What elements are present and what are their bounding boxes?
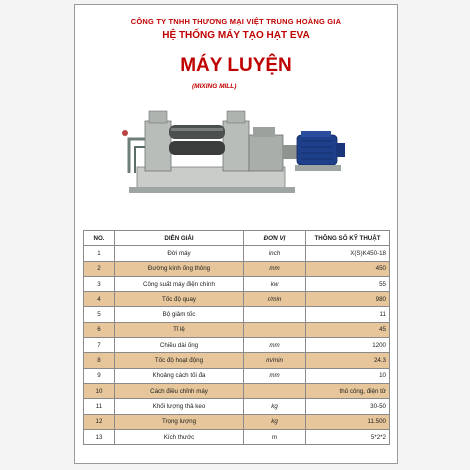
row-no: 2 bbox=[84, 261, 115, 276]
row-unit: mm bbox=[244, 338, 306, 353]
table-row bbox=[84, 399, 390, 414]
row-unit: m/min bbox=[244, 353, 306, 368]
row-no: 3 bbox=[84, 276, 115, 291]
row-value: 11.500 bbox=[306, 414, 390, 429]
system-title: HỆ THỐNG MÁY TẠO HẠT EVA bbox=[162, 30, 310, 41]
row-unit: kw bbox=[244, 276, 306, 291]
table-row bbox=[84, 429, 390, 444]
row-value: 30-50 bbox=[306, 399, 390, 414]
row-description: Kích thước bbox=[115, 429, 244, 444]
table-header-row bbox=[84, 231, 390, 246]
row-unit: kg bbox=[244, 399, 306, 414]
row-unit bbox=[244, 383, 306, 398]
table-row bbox=[84, 246, 390, 261]
table-row bbox=[84, 261, 390, 276]
row-description: Tỉ lệ bbox=[115, 322, 244, 337]
row-value: 450 bbox=[306, 261, 390, 276]
company-name: CÔNG TY TNHH THƯƠNG MẠI VIỆT TRUNG HOÀNG GIA bbox=[130, 17, 342, 26]
row-no: 9 bbox=[84, 368, 115, 383]
table-row bbox=[84, 292, 390, 307]
row-description: Trọng lượng bbox=[115, 414, 244, 429]
row-value: X(S)K450-18 bbox=[306, 246, 390, 261]
row-no: 4 bbox=[84, 292, 115, 307]
table-row bbox=[84, 276, 390, 291]
row-no: 7 bbox=[84, 338, 115, 353]
row-description: Khối lượng thả keo bbox=[115, 399, 244, 414]
row-description: Tốc độ quay bbox=[115, 292, 244, 307]
mixing-mill-image bbox=[115, 101, 359, 213]
row-no: 11 bbox=[84, 399, 115, 414]
row-description: Đời máy bbox=[115, 246, 244, 261]
row-description: Công suất máy điện chính bbox=[115, 276, 244, 291]
row-value: 10 bbox=[306, 368, 390, 383]
row-description: Khoảng cách tối đa bbox=[115, 368, 244, 383]
row-unit: inch bbox=[244, 246, 306, 261]
row-value: 24.3 bbox=[306, 353, 390, 368]
row-no: 6 bbox=[84, 322, 115, 337]
table-row bbox=[84, 307, 390, 322]
table-row bbox=[84, 322, 390, 337]
row-unit bbox=[244, 322, 306, 337]
row-unit: r/min bbox=[244, 292, 306, 307]
row-no: 13 bbox=[84, 429, 115, 444]
row-unit bbox=[244, 307, 306, 322]
header-unit: ĐƠN VỊ bbox=[244, 231, 306, 246]
table-row bbox=[84, 383, 390, 398]
product-title: MÁY LUYỆN bbox=[180, 55, 292, 76]
row-value: thủ công, điện tử bbox=[306, 383, 390, 398]
table-row bbox=[84, 338, 390, 353]
row-unit: m bbox=[244, 429, 306, 444]
row-no: 8 bbox=[84, 353, 115, 368]
row-value: 5*2*2 bbox=[306, 429, 390, 444]
row-value: 980 bbox=[306, 292, 390, 307]
row-no: 10 bbox=[84, 383, 115, 398]
row-description: Đường kính ống thông bbox=[115, 261, 244, 276]
row-value: 11 bbox=[306, 307, 390, 322]
specs-table bbox=[83, 230, 390, 445]
table-row bbox=[84, 368, 390, 383]
row-unit: mm bbox=[244, 261, 306, 276]
header-no: NO. bbox=[84, 231, 115, 246]
row-description: Chiều dài ống bbox=[115, 338, 244, 353]
table-row bbox=[84, 353, 390, 368]
row-no: 12 bbox=[84, 414, 115, 429]
row-value: 55 bbox=[306, 276, 390, 291]
row-unit: mm bbox=[244, 368, 306, 383]
row-description: Cách điều chỉnh máy bbox=[115, 383, 244, 398]
row-value: 1200 bbox=[306, 338, 390, 353]
row-description: Bộ giảm tốc bbox=[115, 307, 244, 322]
row-value: 45 bbox=[306, 322, 390, 337]
row-description: Tốc độ hoạt động bbox=[115, 353, 244, 368]
spec-sheet bbox=[74, 4, 398, 464]
row-no: 5 bbox=[84, 307, 115, 322]
table-row bbox=[84, 414, 390, 429]
row-unit: kg bbox=[244, 414, 306, 429]
header-spec: THÔNG SỐ KỸ THUẬT bbox=[306, 231, 390, 246]
header-description: DIỄN GIẢI bbox=[115, 231, 244, 246]
row-no: 1 bbox=[84, 246, 115, 261]
product-subtitle: (MIXING MILL) bbox=[192, 83, 237, 90]
